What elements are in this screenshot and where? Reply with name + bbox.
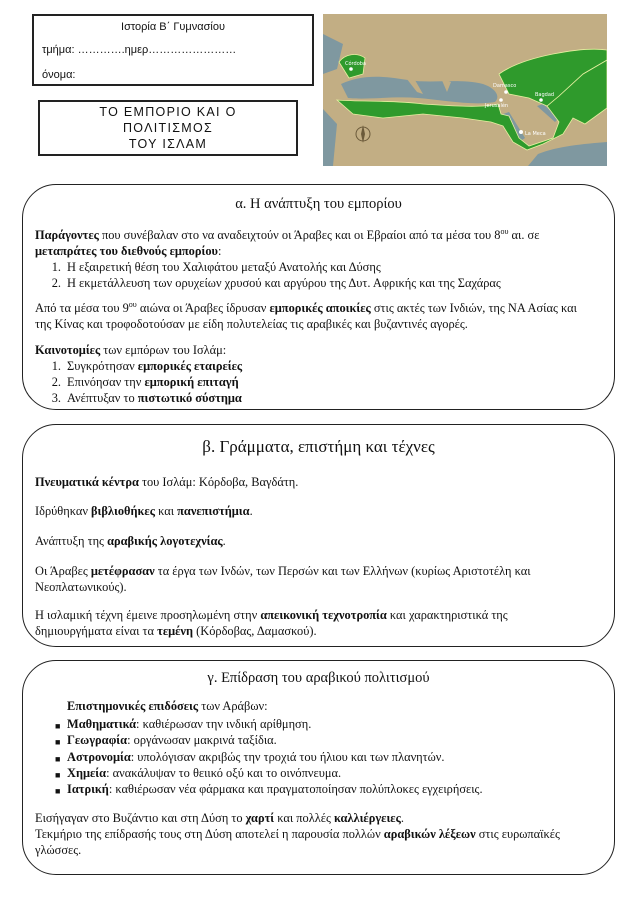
- section-c-words-line2: γλώσσες.: [35, 843, 82, 857]
- map-label-cordoba: Córdoba: [345, 61, 366, 67]
- factors-text-end: αι. σε: [508, 228, 540, 242]
- crops-term: καλλιέργειες: [333, 811, 401, 825]
- list-item-term: εμπορικές εταιρείες: [137, 359, 243, 373]
- section-b-centers: [35, 474, 298, 490]
- colonies-text-c: στις ακτές των Ινδιών, της ΝΑ Ασίας και: [370, 301, 577, 315]
- factors-term: Παράγοντες: [35, 228, 99, 242]
- list-item: [67, 765, 341, 781]
- section-b-translations: [35, 563, 604, 579]
- art-text-b: και χαρακτηριστικά της: [386, 608, 508, 622]
- words-text-a: Τεκμήριο της επίδρασής τους στη Δύση αποτελεί η παρουσία πολλών: [35, 827, 384, 841]
- list-item-term: εμπορική επιταγή: [144, 375, 239, 389]
- list-item-term: Γεωγραφία: [67, 733, 128, 747]
- literature-text-a: Ανάπτυξη της: [35, 534, 108, 548]
- section-a-colonies-paragraph: [35, 300, 604, 316]
- worksheet-info-box: [32, 14, 314, 86]
- innovations-text: των εμπόρων του Ισλάμ:: [100, 343, 227, 357]
- libraries-text-b: και: [154, 504, 178, 518]
- section-b-literature: [35, 533, 226, 549]
- list-item-term: Χημεία: [67, 766, 107, 780]
- list-item-text: : υπολόγισαν ακριβώς την τροχιά του ήλιου και των πλανητών.: [130, 750, 445, 764]
- class-date-line: τμήμα: ………….ημερ……………………: [42, 44, 237, 56]
- paper-text-b: και πολλές: [274, 811, 334, 825]
- literature-term: αραβικής λογοτεχνίας: [107, 534, 223, 548]
- list-item-text: Συγκρότησαν: [67, 359, 138, 373]
- list-item: [67, 716, 311, 732]
- superscript-ou: ου: [500, 226, 509, 236]
- colonies-term: εμπορικές αποικίες: [269, 301, 371, 315]
- list-item: Η εκμετάλλευση των ορυχείων χρυσού και αργύρου της Δυτ. Αφρικής και της Σαχάρας: [67, 276, 501, 290]
- universities-term: πανεπιστήμια: [177, 504, 250, 518]
- colonies-text-b: αιώνα οι Άραβες ίδρυσαν: [136, 301, 270, 315]
- list-item-term: πιστωτικό σύστημα: [137, 391, 242, 405]
- mosques-term: τεμένη: [157, 624, 194, 638]
- worksheet-title-box: [38, 100, 298, 156]
- centers-term: Πνευματικά κέντρα: [35, 475, 139, 489]
- map-label-bagdad: Bagdad: [535, 92, 555, 98]
- list-number: 1.: [51, 260, 61, 274]
- list-item-text: : καθιέρωσαν την ινδική αρίθμηση.: [136, 717, 312, 731]
- list-item: [67, 374, 239, 390]
- section-c-paper: [35, 810, 404, 826]
- section-arab-culture-influence: [22, 660, 615, 875]
- achievements-term: Επιστημονικές επιδόσεις: [67, 699, 199, 713]
- factors-text: που συνέβαλαν στο να αναδειχτούν οι Άραβες και οι Εβραίοι από τα μέσα του 8: [98, 228, 501, 242]
- paper-text-a: Εισήγαγαν στο Βυζάντιο και στη Δύση το: [35, 811, 246, 825]
- section-c-words: [35, 826, 604, 842]
- libraries-text-a: Ιδρύθηκαν: [35, 504, 92, 518]
- section-c-title: γ. Επίδραση του αραβικού πολιτισμού: [207, 670, 430, 686]
- list-item-text: : καθιέρωσαν νέα φάρμακα και πραγματοποίησαν πολύπλοκες εγχειρήσεις.: [108, 782, 483, 796]
- period: .: [400, 811, 404, 825]
- map-label-la-meca: La Meca: [525, 131, 546, 137]
- student-name-line: όνομα:: [42, 69, 76, 81]
- title-line-1: ΤΟ ΕΜΠΟΡΙΟ ΚΑΙ Ο ΠΟΛΙΤΙΣΜΟΣ: [99, 105, 237, 135]
- achievements-text: των Αράβων:: [198, 699, 268, 713]
- list-number: 2.: [51, 375, 61, 389]
- period: .: [222, 534, 226, 548]
- list-item: Η εξαιρετική θέση του Χαλιφάτου μεταξύ Ανατολής και Δύσης: [67, 260, 381, 274]
- section-letters-science-arts: [22, 424, 615, 647]
- section-a-factors-line2: [35, 243, 221, 259]
- list-item: [67, 732, 277, 748]
- bullet-icon: ■: [55, 786, 61, 796]
- list-item-text: Ανέπτυξαν το: [67, 391, 138, 405]
- section-c-intro: [67, 698, 268, 714]
- section-b-art-line2: [35, 623, 317, 639]
- list-item-term: Ιατρική: [67, 782, 109, 796]
- list-number: 1.: [51, 359, 61, 373]
- bullet-icon: ■: [55, 721, 61, 731]
- list-number: 2.: [51, 276, 61, 290]
- middlemen-term: μεταπράτες του διεθνούς εμπορίου: [35, 244, 218, 258]
- list-item-text: : ανακάλυψαν το θειικό οξύ και το οινόπνευμα.: [106, 766, 342, 780]
- section-a-innovations-heading: [35, 342, 226, 358]
- map-label-damasco: Damasco: [493, 83, 517, 89]
- section-b-title: β. Γράμματα, επιστήμη και τέχνες: [202, 437, 435, 456]
- centers-text: του Ισλάμ: Κόρδοβα, Βαγδάτη.: [138, 475, 299, 489]
- list-item: [67, 358, 242, 374]
- section-a-colonies-line2: της Κίνας και τροφοδοτούσαν με είδη πολυτελείας τις αραβικές και βυζαντινές αγορές.: [35, 317, 468, 331]
- title-line-2: ΤΟΥ ΙΣΛΑΜ: [128, 137, 208, 151]
- section-b-translations-line2: Νεοπλατωνικούς).: [35, 580, 127, 594]
- section-trade-development: [22, 184, 615, 410]
- section-a-factors-paragraph: [35, 227, 604, 243]
- colonies-text-a: Από τα μέσα του 9: [35, 301, 129, 315]
- list-item: [67, 781, 483, 797]
- bullet-icon: ■: [55, 737, 61, 747]
- colon: :: [217, 244, 222, 258]
- superscript-ou: ου: [128, 299, 137, 309]
- art-line2-text-a: δημιουργήματα είναι τα: [35, 624, 158, 638]
- list-item-text: Επινόησαν την: [67, 375, 145, 389]
- list-number: 3.: [51, 391, 61, 405]
- subject-label: Ιστορία Β΄ Γυμνασίου: [121, 21, 225, 33]
- bullet-icon: ■: [55, 754, 61, 764]
- list-item: [67, 749, 445, 765]
- paper-term: χαρτί: [245, 811, 275, 825]
- art-term: απεικονική τεχνοτροπία: [260, 608, 387, 622]
- list-item-term: Αστρονομία: [67, 750, 131, 764]
- innovations-term: Καινοτομίες: [35, 343, 101, 357]
- libraries-term: βιβλιοθήκες: [91, 504, 155, 518]
- list-item-text: : οργάνωσαν μακρινά ταξίδια.: [127, 733, 277, 747]
- section-b-libraries: [35, 503, 253, 519]
- bullet-icon: ■: [55, 770, 61, 780]
- map-label-jerusalen: Jerusalén: [485, 103, 509, 109]
- words-text-b: στις ευρωπαϊκές: [475, 827, 560, 841]
- art-text-a: Η ισλαμική τέχνη έμεινε προσηλωμένη στην: [35, 608, 261, 622]
- translations-text-b: τα έργα των Ινδών, των Περσών και των Ελλήνων (κυρίως Αριστοτέλη και: [154, 564, 531, 578]
- art-line2-text-b: (Κόρδοβας, Δαμασκού).: [193, 624, 317, 638]
- section-b-art: [35, 607, 604, 623]
- translations-text-a: Οι Άραβες: [35, 564, 91, 578]
- list-item: [67, 390, 242, 406]
- arabic-words-term: αραβικών λέξεων: [383, 827, 476, 841]
- list-item-term: Μαθηματικά: [67, 717, 137, 731]
- translations-term: μετέφρασαν: [90, 564, 155, 578]
- islamic-empire-map: [323, 14, 607, 166]
- section-a-title: α. Η ανάπτυξη του εμπορίου: [235, 196, 402, 212]
- period: .: [249, 504, 253, 518]
